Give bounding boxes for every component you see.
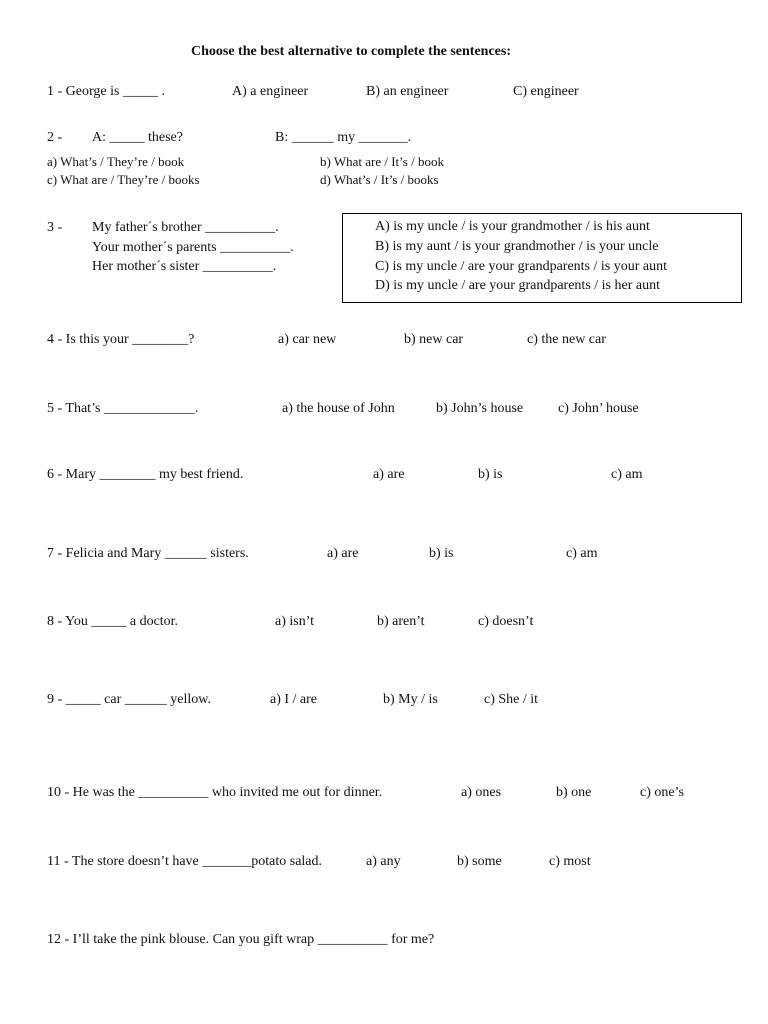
- question-11-option-b: b) some: [457, 854, 502, 869]
- question-8-option-b: b) aren’t: [377, 614, 425, 629]
- question-10-option-b: b) one: [556, 785, 592, 800]
- question-5-option-a: a) the house of John: [282, 401, 395, 416]
- question-1-option-b: B) an engineer: [366, 84, 449, 99]
- question-6-option-a: a) are: [373, 467, 405, 482]
- question-2-line-a: A: _____ these?: [92, 130, 183, 145]
- question-3-line-2: Your mother´s parents __________.: [92, 240, 294, 255]
- question-9-stem: 9 - _____ car ______ yellow.: [47, 692, 211, 707]
- question-2-option-b: b) What are / It’s / book: [320, 154, 444, 169]
- question-10-option-c: c) one’s: [640, 785, 684, 800]
- question-9-option-c: c) She / it: [484, 692, 539, 707]
- question-2-option-c: c) What are / They’re / books: [47, 172, 200, 187]
- question-3-line-1: My father´s brother __________.: [92, 220, 279, 235]
- question-2-option-d: d) What’s / It’s / books: [320, 172, 439, 187]
- question-11-stem: 11 - The store doesn’t have _______potato salad.: [47, 854, 323, 869]
- question-1-stem: 1 - George is _____ .: [47, 84, 165, 99]
- question-6-option-c: c) am: [611, 467, 643, 482]
- question-3-number: 3 -: [47, 220, 63, 235]
- question-9-option-a: a) I / are: [270, 692, 318, 707]
- question-6-stem: 6 - Mary ________ my best friend.: [47, 467, 244, 482]
- question-11-option-c: c) most: [549, 854, 591, 869]
- question-3-line-3: Her mother´s sister __________.: [92, 259, 277, 274]
- question-8-option-a: a) isn’t: [275, 614, 315, 629]
- question-11-option-a: a) any: [366, 854, 401, 869]
- question-4-stem: 4 - Is this your ________?: [47, 332, 195, 347]
- question-4-option-c: c) the new car: [527, 332, 606, 347]
- question-3-option-b: B) is my aunt / is your grandmother / is your uncle: [375, 239, 659, 254]
- question-10-stem: 10 - He was the __________ who invited me out for dinner.: [47, 785, 383, 800]
- question-7-option-b: b) is: [429, 546, 454, 561]
- question-5-stem: 5 - That’s _____________.: [47, 401, 199, 416]
- page-title: Choose the best alternative to complete the sentences:: [191, 44, 511, 59]
- question-4-option-b: b) new car: [404, 332, 464, 347]
- question-7-option-c: c) am: [566, 546, 598, 561]
- question-3-option-a: A) is my uncle / is your grandmother / is his aunt: [375, 219, 650, 234]
- question-12-stem: 12 - I’ll take the pink blouse. Can you gift wrap __________ for me?: [47, 932, 435, 947]
- question-7-stem: 7 - Felicia and Mary ______ sisters.: [47, 546, 249, 561]
- question-10-option-a: a) ones: [461, 785, 502, 800]
- question-3-option-c: C) is my uncle / are your grandparents / is your aunt: [375, 259, 667, 274]
- question-4-option-a: a) car new: [278, 332, 337, 347]
- question-1-option-a: A) a engineer: [232, 84, 309, 99]
- question-5-option-b: b) John’s house: [436, 401, 524, 416]
- question-7-option-a: a) are: [327, 546, 359, 561]
- question-3-option-d: D) is my uncle / are your grandparents / is her aunt: [375, 278, 660, 293]
- question-2-option-a: a) What’s / They’re / book: [47, 154, 185, 169]
- question-9-option-b: b) My / is: [383, 692, 438, 707]
- question-8-stem: 8 - You _____ a doctor.: [47, 614, 179, 629]
- question-6-option-b: b) is: [478, 467, 503, 482]
- question-8-option-c: c) doesn’t: [478, 614, 534, 629]
- question-2-number: 2 -: [47, 130, 63, 145]
- question-5-option-c: c) John’ house: [558, 401, 639, 416]
- question-2-line-b: B: ______ my _______.: [275, 130, 412, 145]
- question-1-option-c: C) engineer: [513, 84, 579, 99]
